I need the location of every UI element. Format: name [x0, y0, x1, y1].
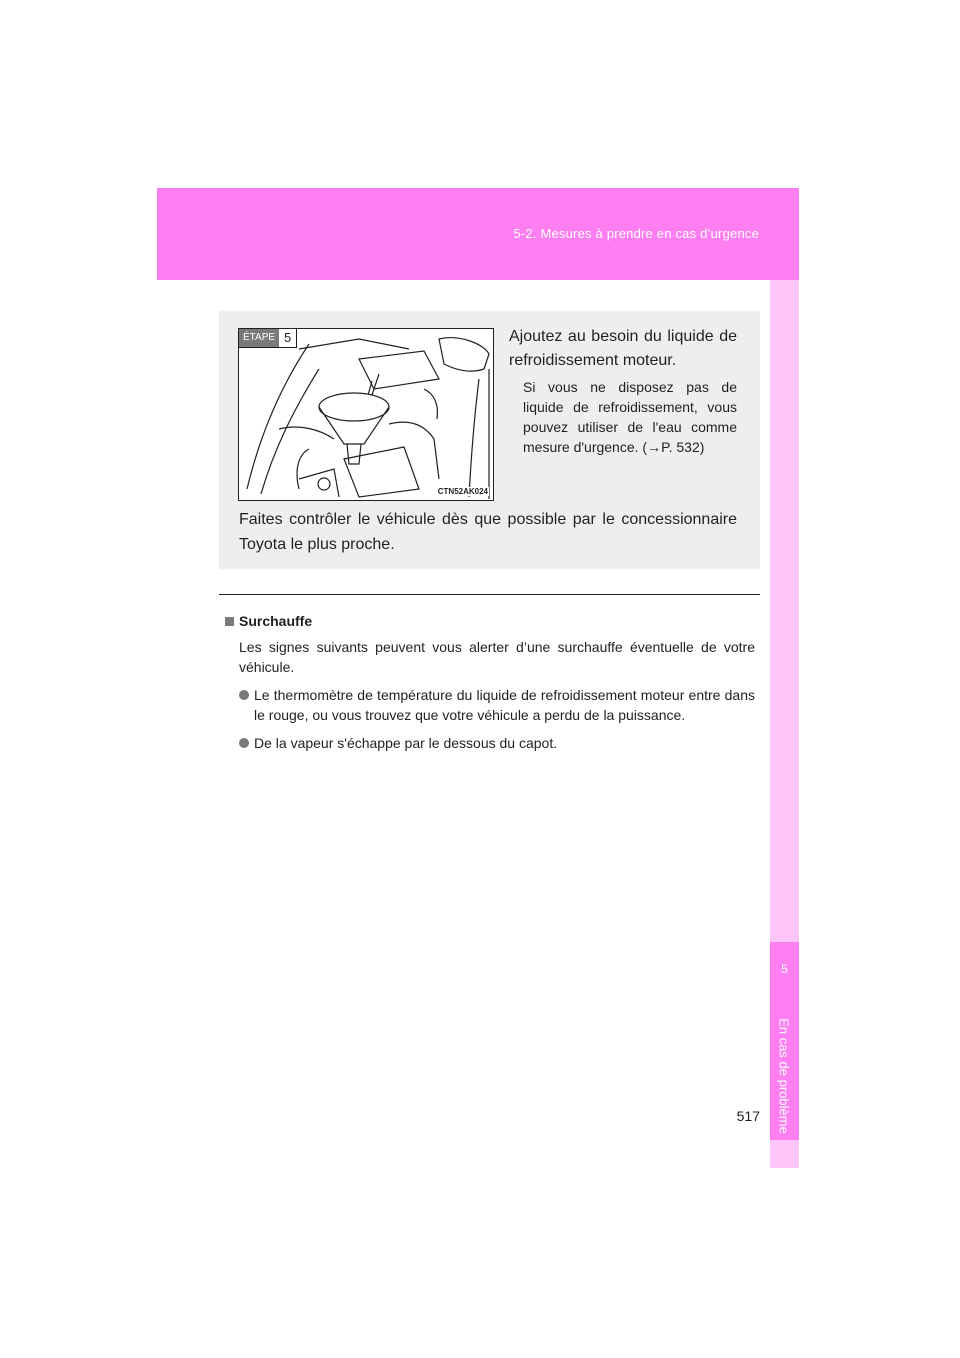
section-intro: Les signes suivants peuvent vous alerter d’une surchauffe éventuelle de votre véhicule. — [239, 639, 755, 675]
header-section-title: 5-2. Mesures à prendre en cas d’urgence — [513, 226, 759, 241]
list-item-text: De la vapeur s'échappe par le dessous du capot. — [254, 735, 558, 751]
list-item — [239, 733, 755, 753]
step-badge-word: ÉTAPE — [239, 329, 279, 347]
section-heading — [225, 611, 755, 631]
chapter-label: En cas de problème — [776, 1018, 792, 1134]
page-number: 517 — [736, 1108, 760, 1124]
section-square-icon — [225, 617, 234, 626]
step-badge-number: 5 — [284, 330, 292, 345]
bullet-dot-icon — [239, 690, 249, 700]
step-note: Si vous ne disposez pas de liquide de refroidissement, vous pouvez utiliser de l'eau comme mesure d'urgence. (→P. 532) — [523, 379, 737, 455]
step-title: Ajoutez au besoin du liquide de refroidissement moteur. — [509, 328, 737, 369]
step-footer: Faites contrôler le véhicule dès que possible par le concessionnaire Toyota le plus proche. — [239, 511, 737, 553]
chapter-number: 5 — [781, 962, 788, 976]
coolant-pour-illustration — [238, 328, 494, 501]
bullet-dot-icon — [239, 738, 249, 748]
side-strip — [770, 280, 799, 1168]
list-item — [239, 685, 755, 725]
overheat-section — [225, 611, 755, 753]
step-box — [219, 311, 760, 569]
figure-code: CTN52AK024 — [437, 487, 488, 496]
step-badge — [239, 329, 297, 348]
section-divider — [219, 594, 760, 595]
section-title: Surchauffe — [239, 613, 313, 629]
coolant-pour-icon — [239, 329, 493, 500]
list-item-text: Le thermomètre de température du liquide de refroidissement moteur entre dans le rouge, ou vous trouvez que votre véhicule a perdu de la puissance. — [254, 687, 755, 723]
header-band — [157, 188, 799, 280]
